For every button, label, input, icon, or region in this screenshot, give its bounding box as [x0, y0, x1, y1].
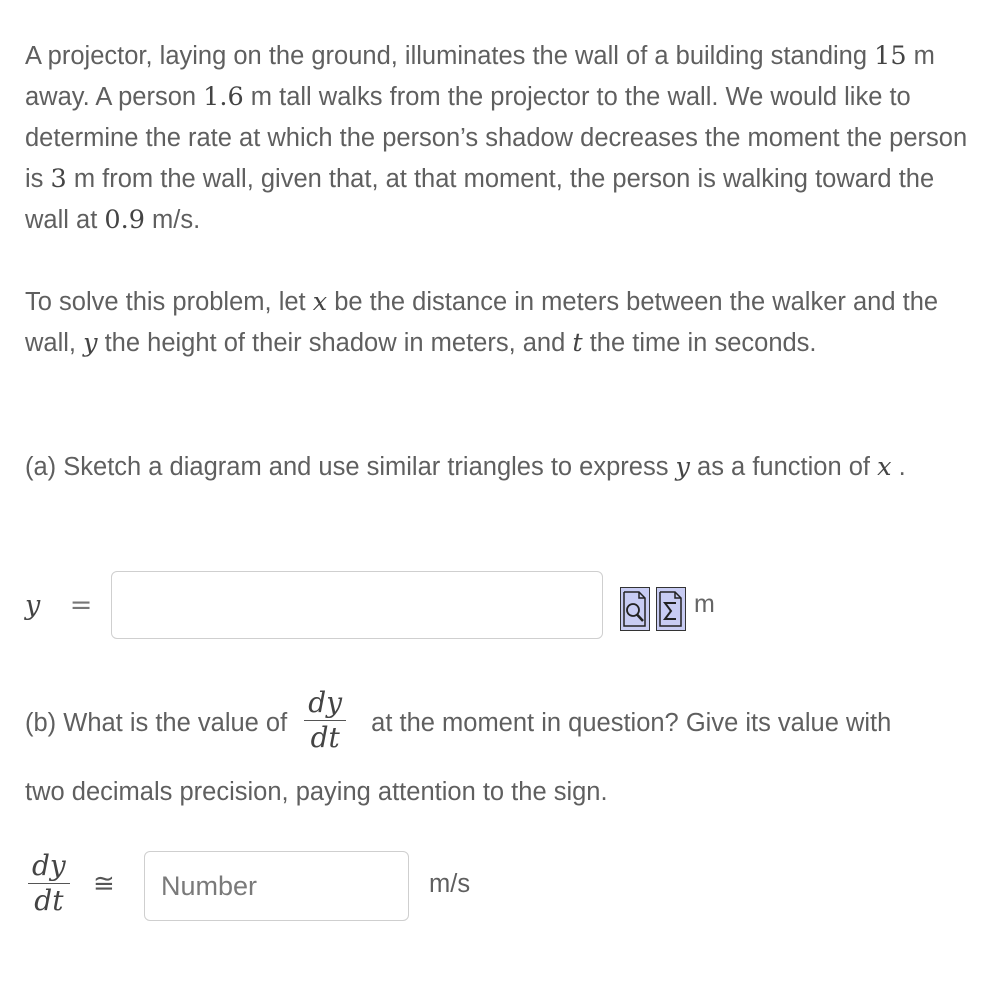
unit-meters-per-second: m/s [429, 870, 471, 898]
dy-dt-fraction: $\frac{dy}{dt}$ [304, 686, 346, 755]
approx-equal-symbol: ≅ [93, 868, 115, 898]
var-x: x [877, 452, 892, 482]
speed-value: 0.9 [104, 205, 145, 235]
moment-distance-value: 3 [50, 164, 67, 194]
var-x: x [312, 287, 328, 317]
variable-definitions: To solve this problem, let x be the distance in meters between the walker and the wall, y the height of their shadow in meters, and t the time in seconds. [25, 287, 939, 358]
preview-magnifier-icon[interactable] [620, 587, 650, 631]
part-a-question: (a) Sketch a diagram and use similar triangles to express y as a function of x . [25, 452, 906, 482]
unit-meters: m [694, 590, 715, 618]
var-y: y [83, 328, 98, 358]
part-b-text-tail: at the moment in question? Give its value with [364, 709, 892, 738]
var-y: y [675, 452, 690, 482]
height-value: 1.6 [203, 82, 244, 112]
equation-editor-sigma-icon[interactable] [656, 587, 686, 631]
var-t: t [572, 328, 583, 358]
part-b-text-line2: two decimals precision, paying attention to the sign. [25, 778, 608, 806]
y-equals-label: y = [25, 590, 93, 621]
y-function-input[interactable] [111, 571, 603, 639]
rate-number-input[interactable] [144, 851, 409, 921]
problem-statement: A projector, laying on the ground, illuminates the wall of a building standing 15 m away. A person 1.6 m tall walks from the projector to the wall. We would like to determine the rate at which the person’s shadow decreases the moment the person is 3 m from the wall, given that, at that moment, the person is walking toward the wall at 0.9 m/s. [25, 41, 968, 235]
dy-dt-label: $\frac{dy}{dt}$ [28, 849, 70, 918]
distance-value: 15 [874, 41, 907, 71]
part-b-question: (b) What is the value of $\frac{dy}{dt}$ at the moment in question? Give its value with two decimals precision, paying attention to the sign. [25, 690, 985, 759]
